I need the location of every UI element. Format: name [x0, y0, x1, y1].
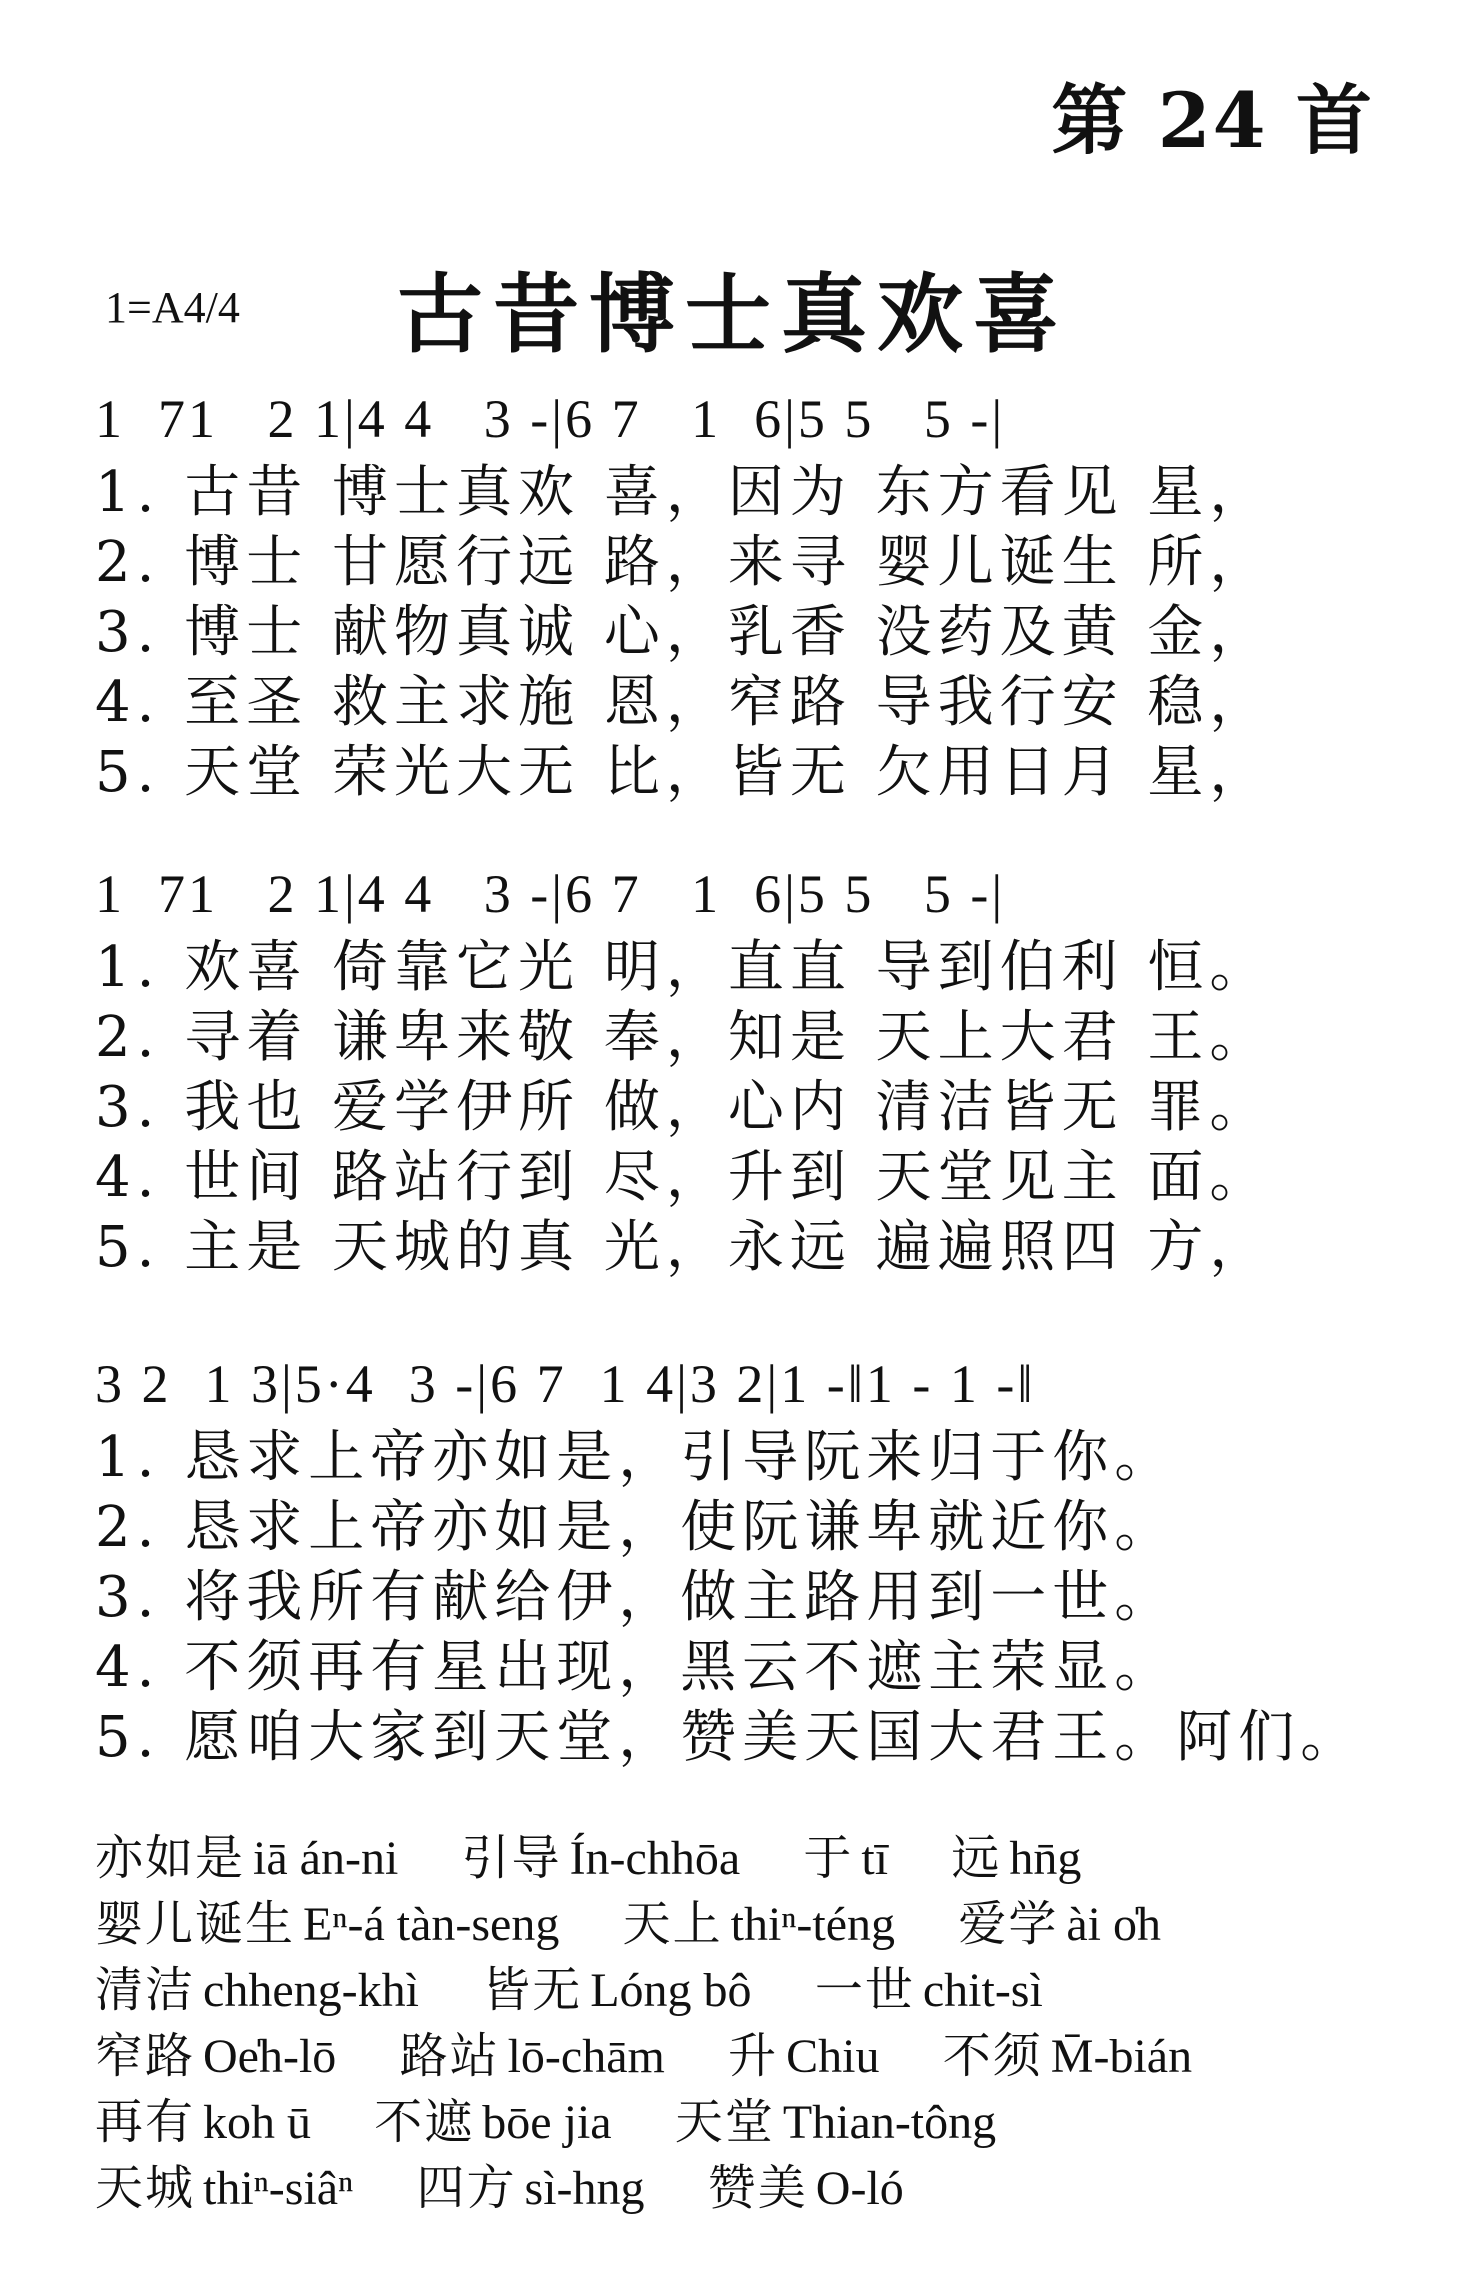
- glossary-entry: [803, 1825, 888, 1892]
- glossary-entry: [943, 2023, 1192, 2090]
- verse-section-3: [95, 1345, 1415, 1773]
- verse-section-2: [95, 855, 1415, 1283]
- glossary-term: 天堂: [674, 2094, 775, 2150]
- glossary-romanization: chheng-khì: [203, 1964, 419, 2017]
- lyric-line: 2. 博士 甘愿行远 路，来寻 婴儿诞生 所，: [95, 530, 1272, 595]
- glossary-romanization: thiⁿ-téng: [730, 1898, 896, 1951]
- glossary-romanization: chit-sì: [922, 1964, 1043, 2017]
- glossary-entry: [958, 1891, 1161, 1958]
- glossary-term: 于: [803, 1830, 854, 1886]
- lyric-line: 2. 寻着 谦卑来敬 奉，知是 天上大君 王。: [95, 1005, 1272, 1070]
- lyric-line: 5. 主是 天城的真 光，永远 遍遍照四 方，: [95, 1215, 1272, 1280]
- glossary-romanization: Eⁿ-á tàn-seng: [303, 1898, 560, 1951]
- glossary-term: 爱学: [958, 1896, 1059, 1952]
- glossary-entry: [951, 1825, 1081, 1892]
- hymn-number: 第 24 首: [1051, 76, 1374, 165]
- glossary-entry: [374, 2089, 611, 2156]
- lyric-line: 4. 世间 路站行到 尽，升到 天堂见主 面。: [95, 1145, 1272, 1210]
- glossary-term: 一世: [814, 1962, 915, 2018]
- glossary-entry: [417, 2155, 645, 2222]
- glossary-term: 皆无: [482, 1962, 583, 2018]
- glossary-entry: [95, 1825, 398, 1892]
- lyric-line: 2. 恳求上帝亦如是，使阮谦卑就近你。: [95, 1495, 1177, 1560]
- glossary-term: 天上: [622, 1896, 723, 1952]
- glossary-term: 清洁: [95, 1962, 196, 2018]
- glossary-romanization: O-ló: [815, 2162, 904, 2215]
- glossary-romanization: ài o̍h: [1066, 1898, 1161, 1951]
- glossary-entry: [623, 1891, 895, 1958]
- glossary-term: 不遮: [374, 2094, 475, 2150]
- glossary-romanization: iā án-ni: [253, 1832, 399, 1885]
- glossary-romanization: thiⁿ-siâⁿ: [203, 2162, 354, 2215]
- glossary-term: 远: [951, 1830, 1002, 1886]
- glossary-entry: [482, 1957, 751, 2024]
- hymn-title: 古昔博士真欢喜: [397, 264, 1069, 365]
- lyric-line: 1. 恳求上帝亦如是，引导阮来归于你。: [95, 1425, 1177, 1490]
- glossary-entry: [815, 1957, 1043, 2024]
- glossary-entry: [708, 2155, 904, 2222]
- music-notation: 1 71 2 1|4 4 3 -|6 7 1 6|5 5 5 -|: [95, 389, 1006, 449]
- glossary-entry: [675, 2089, 996, 2156]
- glossary-entry: [95, 2155, 353, 2222]
- glossary-romanization: Lóng bô: [590, 1964, 752, 2017]
- glossary-term: 亦如是: [95, 1830, 246, 1886]
- glossary-romanization: lō-chām: [507, 2030, 665, 2083]
- lyric-line: 1. 古昔 博士真欢 喜，因为 东方看见 星，: [95, 460, 1272, 525]
- glossary-term: 不须: [942, 2028, 1043, 2084]
- glossary-entry: [400, 2023, 665, 2090]
- glossary-line: [95, 1825, 1415, 1891]
- glossary-term: 婴儿诞生: [95, 1896, 296, 1952]
- glossary-romanization: Ín-chhōa: [569, 1832, 741, 1885]
- glossary-romanization: tī: [861, 1832, 889, 1885]
- music-notation: 1 71 2 1|4 4 3 -|6 7 1 6|5 5 5 -|: [95, 864, 1006, 924]
- glossary-term: 四方: [416, 2160, 517, 2216]
- glossary-entry: [95, 1957, 419, 2024]
- glossary-entry: [728, 2023, 879, 2090]
- lyric-line: 3. 我也 爱学伊所 做，心内 清洁皆无 罪。: [95, 1075, 1272, 1140]
- glossary-entry: [95, 2089, 311, 2156]
- lyric-line: 4. 至圣 救主求施 恩，窄路 导我行安 稳，: [95, 670, 1272, 735]
- lyric-line: 3. 博士 献物真诚 心，乳香 没药及黄 金，: [95, 600, 1272, 665]
- lyric-line: 5. 天堂 荣光大无 比，皆无 欠用日月 星，: [95, 740, 1272, 805]
- glossary-romanization: koh ū: [203, 2096, 312, 2149]
- glossary-line: [95, 2023, 1415, 2089]
- glossary-entry: [95, 1891, 559, 1958]
- glossary-term: 路站: [399, 2028, 500, 2084]
- glossary-romanization: Thian-tông: [782, 2096, 997, 2149]
- glossary-romanization: M̄-bián: [1050, 2030, 1193, 2083]
- key-signature: 1=A4/4: [105, 283, 240, 332]
- glossary-romanization: hn̄g: [1009, 1832, 1082, 1885]
- glossary-line: [95, 2089, 1415, 2155]
- lyric-line: 3. 将我所有献给伊，做主路用到一世。: [95, 1565, 1177, 1630]
- glossary-romanization: sì-hng: [524, 2162, 645, 2215]
- lyric-line: 4. 不须再有星出现，黑云不遮主荣显。: [95, 1635, 1177, 1700]
- glossary-term: 引导: [461, 1830, 562, 1886]
- glossary-term: 升: [728, 2028, 779, 2084]
- glossary-line: [95, 1891, 1415, 1957]
- glossary-line: [95, 1957, 1415, 2023]
- music-notation: 3 2 1 3|5·4 3 -|6 7 1 4|3 2|1 -‖1 - 1 -‖: [95, 1354, 1036, 1414]
- glossary-line: [95, 2155, 1415, 2221]
- glossary-entry: [462, 1825, 741, 1892]
- glossary-entry: [95, 2023, 336, 2090]
- glossary-term: 窄路: [95, 2028, 196, 2084]
- lyric-line: 5. 愿咱大家到天堂，赞美天国大君王。阿们。: [95, 1705, 1363, 1770]
- verse-section-1: [95, 380, 1415, 808]
- glossary-romanization: bōe jia: [482, 2096, 612, 2149]
- glossary-term: 天城: [95, 2160, 196, 2216]
- glossary-romanization: Chiu: [786, 2030, 880, 2083]
- glossary-romanization: Oe̍h-lō: [203, 2030, 337, 2083]
- pronunciation-glossary: [95, 1825, 1415, 2221]
- glossary-term: 赞美: [707, 2160, 808, 2216]
- glossary-term: 再有: [95, 2094, 196, 2150]
- lyric-line: 1. 欢喜 倚靠它光 明，直直 导到伯利 恒。: [95, 935, 1272, 1000]
